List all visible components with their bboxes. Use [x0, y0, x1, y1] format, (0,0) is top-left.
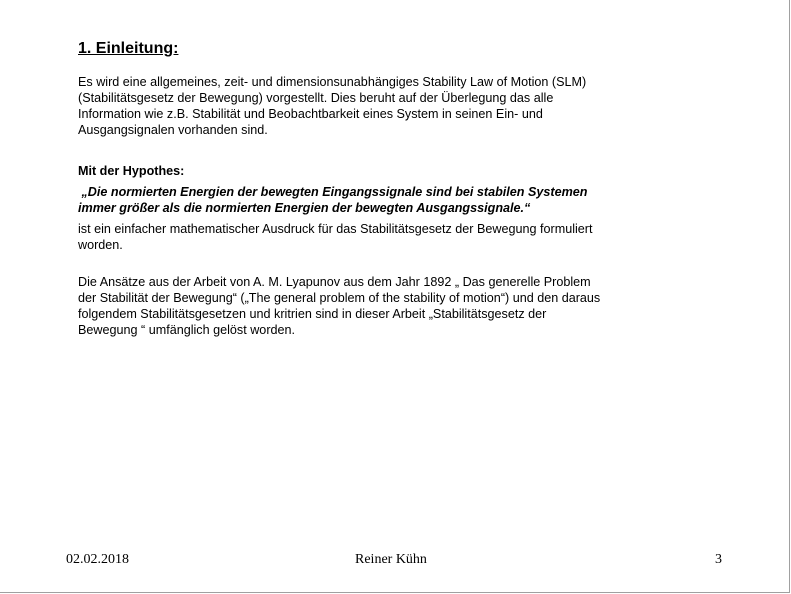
text-line: folgendem Stabilitätsgesetzen und kritrien sind in dieser Arbeit „Stabilitätsgesetz der: [78, 307, 547, 321]
text-line: Ausgangsignalen vorhanden sind.: [78, 123, 268, 137]
footer-date: 02.02.2018: [66, 552, 129, 567]
text-line: Es wird eine allgemeines, zeit- und dimensionsunabhängiges Stability Law of Motion (SLM): [78, 75, 587, 89]
text-line: worden.: [78, 238, 123, 252]
text-line: Die Ansätze aus der Arbeit von A. M. Lyapunov aus dem Jahr 1892 „ Das generelle Problem: [78, 275, 591, 289]
formulation-paragraph: [78, 221, 688, 253]
hypothesis-quote: [78, 184, 587, 216]
section-heading: 1. Einleitung:: [78, 40, 179, 57]
text-line: der Stabilität der Bewegung“ („The general problem of the stability of motion“) und den daraus: [78, 291, 601, 305]
text-line: ist ein einfacher mathematischer Ausdruck für das Stabilitätsgesetz der Bewegung formuliert: [78, 222, 593, 236]
lyapunov-paragraph: [78, 274, 688, 338]
text-line: Information wie z.B. Stabilität und Beobachtbarkeit eines System in seinen Ein- und: [78, 107, 543, 121]
intro-paragraph: [78, 74, 688, 138]
hypothesis-label: Mit der Hypothes:: [78, 164, 185, 178]
footer-author: Reiner Kühn: [355, 552, 427, 567]
text-line: Bewegung “ umfänglich gelöst worden.: [78, 323, 296, 337]
text-line: immer größer als die normierten Energien der bewegten Ausgangssignale.“: [78, 201, 531, 215]
footer-page-number: 3: [715, 552, 722, 567]
text-line: „Die normierten Energien der bewegten Eingangssignale sind bei stabilen Systemen: [78, 185, 588, 199]
text-line: (Stabilitätsgesetz der Bewegung) vorgestellt. Dies beruht auf der Überlegung das alle: [78, 91, 554, 105]
